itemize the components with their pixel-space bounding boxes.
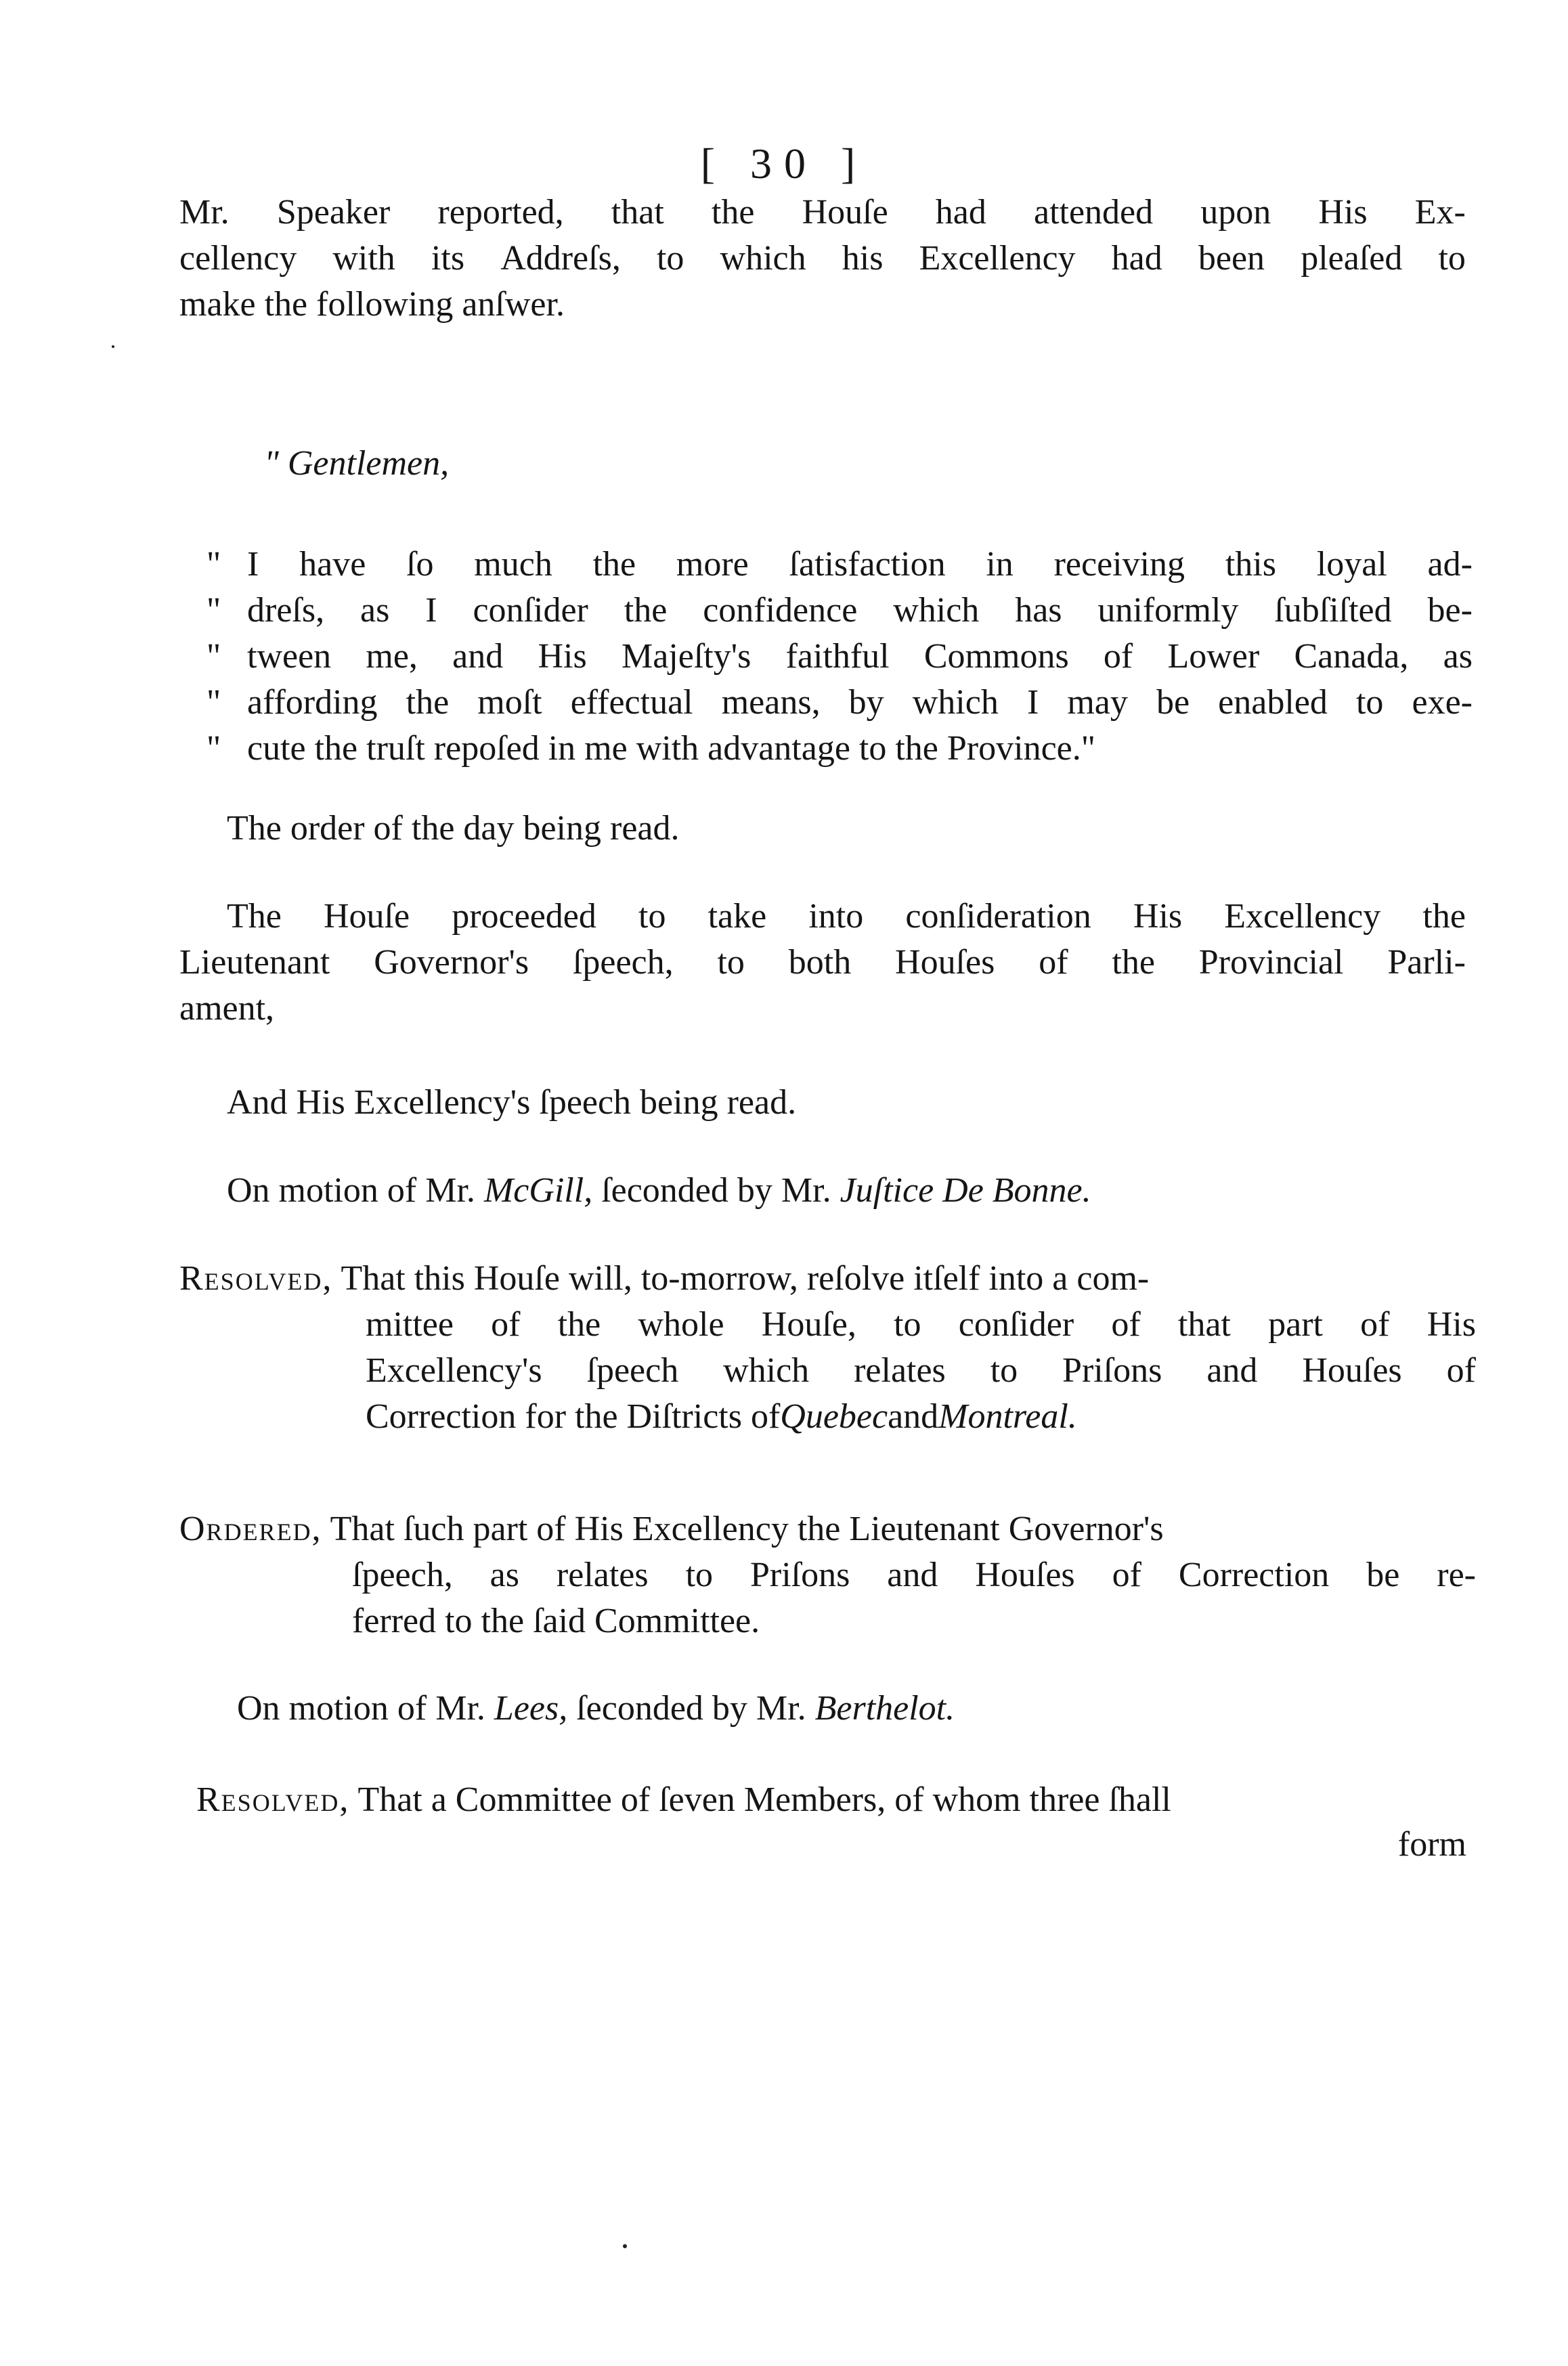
quote-mark: " (206, 729, 221, 768)
word: take (707, 897, 767, 936)
text-line (366, 1302, 1476, 1348)
word: to (1438, 239, 1466, 278)
mover-name: McGill, (483, 1171, 593, 1210)
word: that (611, 193, 664, 232)
ordered-first-line (179, 1506, 1164, 1552)
word: and (1206, 1351, 1258, 1390)
word: proceeded (452, 897, 596, 936)
word: of (1039, 943, 1068, 982)
word: of (1103, 637, 1133, 676)
word: Majeſty's (621, 637, 752, 676)
resolved-text: That a Committee of ſeven Members, of whom three ſhall (357, 1780, 1171, 1819)
word: exe- (1412, 683, 1473, 722)
word: as (1443, 637, 1473, 676)
word: receiving (1053, 545, 1185, 584)
word: ſpeech, (352, 1556, 453, 1594)
word: which (912, 683, 999, 722)
word: mittee (366, 1305, 454, 1344)
word: faithful (785, 637, 890, 676)
word: cellency (179, 239, 297, 278)
text-line (366, 1394, 1476, 1440)
place-quebec: Quebec (780, 1397, 888, 1436)
word: affording (247, 683, 378, 722)
word: to (894, 1305, 921, 1344)
quote-mark: " (206, 545, 221, 584)
correction-text: Correction for the Diſtricts of (366, 1397, 781, 1436)
word: conſider (958, 1305, 1074, 1344)
resolved-1-body (366, 1302, 1476, 1440)
quote-line (206, 542, 1473, 588)
text-line: make the following anſwer. (179, 285, 565, 324)
text-line: ament, (179, 989, 275, 1028)
word: enabled (1218, 683, 1328, 722)
word: the (1112, 943, 1155, 982)
text-line (179, 894, 1466, 940)
text-line (179, 190, 1466, 236)
word: which (893, 591, 980, 630)
word: the (592, 545, 636, 584)
resolved-1-first-line (179, 1256, 1149, 1302)
word: that (1177, 1305, 1231, 1344)
word: to (656, 239, 684, 278)
word: of (1360, 1305, 1390, 1344)
text-line (366, 1348, 1476, 1394)
word: by (848, 683, 884, 722)
word: Houſe (323, 897, 410, 936)
word: the (557, 1305, 601, 1344)
word: the (1422, 897, 1466, 936)
motion-lees (237, 1686, 955, 1732)
word: his (842, 239, 884, 278)
and-text: and (888, 1397, 939, 1436)
word: and (887, 1556, 938, 1594)
word: Lower (1167, 637, 1260, 676)
ordered-body (352, 1552, 1476, 1644)
word: upon (1200, 193, 1271, 232)
word: as (489, 1556, 519, 1594)
word: Commons (923, 637, 1069, 676)
word: Canada, (1294, 637, 1409, 676)
speaker-report-paragraph (179, 190, 1466, 328)
quote-text (247, 680, 1473, 726)
word: of (491, 1305, 521, 1344)
word: may (1067, 683, 1128, 722)
word: both (788, 943, 852, 982)
word: Houſe, (761, 1305, 856, 1344)
word: Priſons (1062, 1351, 1162, 1390)
word: Excellency's (366, 1351, 542, 1390)
quote-mark: " (206, 637, 221, 676)
word: His (1318, 193, 1368, 232)
word: conſideration (905, 897, 1091, 936)
word: into (808, 897, 864, 936)
word: be (1156, 683, 1190, 722)
word: Addreſs, (500, 239, 621, 278)
word: been (1198, 239, 1265, 278)
text-line (352, 1552, 1476, 1598)
word: His (1427, 1305, 1476, 1344)
excellency-reply (206, 542, 1473, 772)
word: much (474, 545, 552, 584)
word: Excellency (919, 239, 1076, 278)
text-line (179, 236, 1466, 282)
motion-middle: ſeconded by Mr. (567, 1689, 815, 1728)
word: had (935, 193, 986, 232)
word: part (1268, 1305, 1323, 1344)
quote-text (247, 542, 1473, 588)
word: Ex- (1414, 193, 1466, 232)
speech-read: And His Excellency's ſpeech being read. (227, 1083, 797, 1122)
word: Mr. (179, 193, 230, 232)
text-line (179, 940, 1466, 986)
word: tween (247, 637, 332, 676)
ordered-text: That ſuch part of His Excellency the Lieutenant Governor's (330, 1510, 1164, 1548)
word: has (1015, 591, 1062, 630)
word: to (717, 943, 745, 982)
word: ſubſiſted (1274, 591, 1392, 630)
word: which (720, 239, 806, 278)
motion-prefix: On motion of Mr. (227, 1171, 484, 1210)
word: Excellency (1224, 897, 1381, 936)
word: moſt (477, 683, 542, 722)
word: of (1446, 1351, 1476, 1390)
word: its (431, 239, 465, 278)
word: Houſes (1302, 1351, 1402, 1390)
word: be- (1427, 591, 1473, 630)
seconder-name: Berthelot. (814, 1689, 955, 1728)
word: and (452, 637, 504, 676)
word: the (711, 193, 755, 232)
word: more (676, 545, 749, 584)
word: Speaker (276, 193, 391, 232)
word: conſider (473, 591, 588, 630)
word: loyal (1316, 545, 1387, 584)
word: ſpeech (586, 1351, 679, 1390)
quote-line (206, 588, 1473, 634)
word: dreſs, (247, 591, 325, 630)
word: ſo (406, 545, 434, 584)
word: His (1133, 897, 1183, 936)
word: Houſe (802, 193, 888, 232)
word: this (1225, 545, 1276, 584)
word: to (1355, 683, 1384, 722)
word: relates (854, 1351, 946, 1390)
word: which (723, 1351, 810, 1390)
word: Provincial (1198, 943, 1344, 982)
word: the (406, 683, 450, 722)
word: The (227, 897, 282, 936)
motion-mcgill (227, 1168, 1091, 1214)
word: means, (721, 683, 821, 722)
quote-mark: " (206, 683, 221, 722)
word: with (332, 239, 395, 278)
word: relates (556, 1556, 649, 1594)
paper-speck (112, 345, 114, 348)
text-line: ferred to the ſaid Committee. (352, 1602, 760, 1640)
seconder-name: Juſtice De Bonne. (840, 1171, 1091, 1210)
word: to (990, 1351, 1018, 1390)
house-proceeded-paragraph (179, 894, 1466, 1032)
word: reported, (437, 193, 564, 232)
word: pleaſed (1301, 239, 1403, 278)
word: to (638, 897, 666, 936)
quote-text (247, 634, 1473, 680)
quote-line (206, 680, 1473, 726)
word: attended (1034, 193, 1154, 232)
word: Lieutenant (179, 943, 330, 982)
word: be (1366, 1556, 1400, 1594)
word: of (1112, 1556, 1141, 1594)
quote-text: cute the truſt repoſed in me with advantage to the Province." (247, 729, 1095, 768)
word: His (538, 637, 587, 676)
word: confidence (703, 591, 858, 630)
resolved-2-line (196, 1777, 1171, 1823)
motion-middle: ſeconded by Mr. (592, 1171, 840, 1210)
mover-name: Lees, (494, 1689, 568, 1728)
word: the (624, 591, 668, 630)
word: re- (1437, 1556, 1476, 1594)
word: I (425, 591, 437, 630)
word: to (685, 1556, 714, 1594)
word: effectual (570, 683, 693, 722)
word: Houſes (895, 943, 995, 982)
word: had (1111, 239, 1162, 278)
word: ſatisfaction (789, 545, 946, 584)
order-of-day: The order of the day being read. (227, 809, 680, 848)
quote-line (206, 726, 1473, 772)
motion-prefix: On motion of Mr. (237, 1689, 494, 1728)
word: Governor's (374, 943, 529, 982)
word: have (299, 545, 366, 584)
word: as (360, 591, 390, 630)
word: in (986, 545, 1014, 584)
word: Correction (1178, 1556, 1330, 1594)
ordered-label: Ordered, (179, 1510, 322, 1548)
word: ad- (1427, 545, 1473, 584)
resolved-text: That this Houſe will, to-morrow, reſolve itſelf into a com- (341, 1259, 1150, 1298)
word: Houſes (975, 1556, 1075, 1594)
quote-mark: " (206, 591, 221, 630)
salutation: " Gentlemen, (264, 444, 450, 483)
word: uniformly (1097, 591, 1239, 630)
quote-text (247, 588, 1473, 634)
page-number: [ 30 ] (700, 139, 868, 188)
quote-line (206, 634, 1473, 680)
word: Priſons (749, 1556, 850, 1594)
place-montreal: Montreal. (938, 1397, 1077, 1436)
resolved-label: Resolved, (196, 1780, 350, 1819)
word: me, (366, 637, 418, 676)
word: ſpeech, (572, 943, 674, 982)
word: I (1026, 683, 1039, 722)
word: Parli- (1387, 943, 1466, 982)
word: I (247, 545, 259, 584)
paper-speck (623, 2244, 627, 2248)
resolved-label: Resolved, (179, 1259, 333, 1298)
catchword: form (1397, 1825, 1466, 1864)
word: of (1111, 1305, 1141, 1344)
word: whole (638, 1305, 724, 1344)
